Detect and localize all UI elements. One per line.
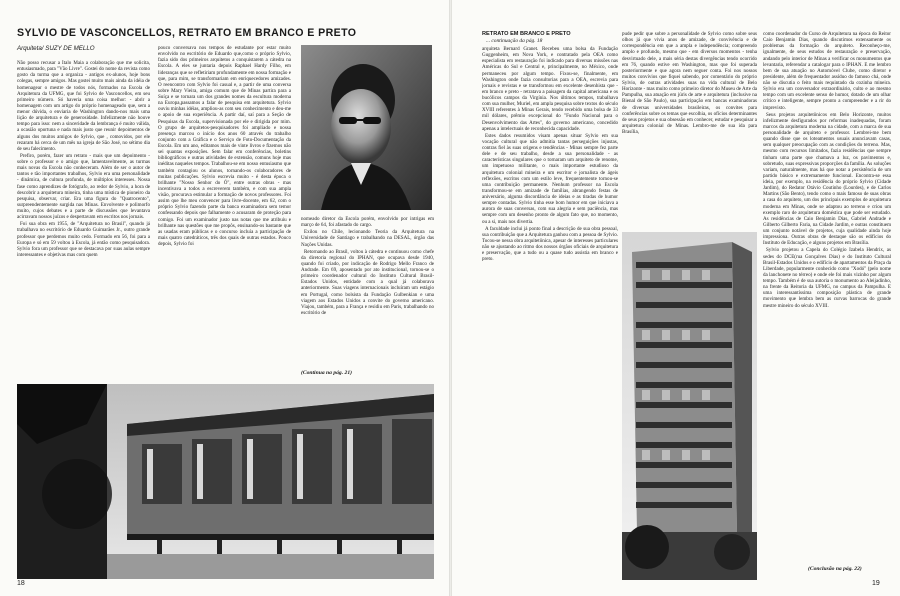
paragraph: Prefiro, porém, fazer um retrato - mais que um depoimento - sobre o professor e o amigo que, lamentavelmente, as turmas mais novas da Escola não conheceram. Além de ser o autor de tantos e tão importantes trabalhos, Sylvio era uma personalidade - dinâmica, de cultura profunda, de múltiplos interesses. Nossa fase como aprendizes de fotógrafo, ao redor de Sylvio, a hora de descobrir a arquitetura mineira, tinha uma mística de pioneiro da pesquisa, observar, criar. Era uma figura do "Quatrocento", surpreendentemente surgida nas Minas. Envolvente e polimorfo muito, cujos debates e a parte de discussões que levantava acirravam nossos juízos e despertavam em escritos nos jornais. — [17, 152, 150, 221]
building-photo-left — [17, 384, 434, 579]
paragraph: nomeado diretor da Escola porém, envolvido por intrigas em março de 64, foi afastado do cargo. — [301, 216, 434, 229]
paragraph: pude pedir que sobre a personalidade de Sylvio como sobre seus olhos já que vivia anos de amizade, de convivência e de correspondência em que a ampla e independência; compreendo amplo e profundo, mesmo que - em diversos momentos - tenha desvirtuado dele, a mais séria destas divergências tendo ocorrido em 76, quando estive em Washington, mas que foi superada posteriormente e que agora nem seguer conta. Foi nos nossos muitos convívios que fiquei sabendo, por comentário do próprio Sylvio, de outras atividades suas na vida cultural de Belo Horizonte - mas muito como primeiro diretor do Museu de Arte da Pampulha, sua atuação em júris de arte e arquitetura (inclusive na Bienal de São Paulo), sua participação em bancas examinadoras de diversas universidades brasileiras, os convites para conferências sobre os temas que escolhia, os ofícios determinantes de seus projetos e sua obsessão em conhecer, estudar e pesquisar a arquitetura colonial de Minas. Lembro-me de sua ida para Brasília, — [622, 31, 757, 135]
paragraph: Foi sua obra em 1955, de "Arquitetura no Brasil", quando já trabalhava no escritório de Eduardo Guimarães Jr., outro grande professor que perdemos muito cedo. Formado em 56, foi para a Europa e só em 59 voltou à Escola, já então como pesquisadora. Sylvio fora um professor que se destacava por suas aulas sempre interessantes e objetivas mas com quem — [17, 221, 150, 258]
article-title: SYLVIO DE VASCONCELLOS, RETRATO EM BRANCO E PRETO — [17, 27, 357, 39]
portrait-photo — [301, 45, 432, 210]
right-column-2 — [622, 31, 757, 225]
paragraph: Estes dados resumidos visam apenas situar Sylvio em sua vocação cultural que não admitia tantas perseguições injustas, contras fiel às suas origens e tendências - Minas sempre fez parte dele e de seu trabalho, desde a sua personalidade - as características singulares que o tornaram um arquiteto de renome, um impetuoso militante, o mais importante estudioso da arquitetura colonial mineira e um escritor e jornalista de ágeis reflexões, escritos com um estilo leve, frequentemente tornou-se uma contribuição permanente. Nenhum professor na Escola transformou-se em amizade de famílias, abrangendo festas de aniversário, alguma discordância de ideias e as tiradas de humor sempre contadas. Sylvio tinha esse bom humor em que iniciava a aurora de suas conversas, com sua alegria e sem paciência, mas sempre com um desenho pronto de algum fato que, no momento, ou a si, mais nos divertia. — [482, 132, 618, 225]
paragraph: arquiteta Bernard Granet. Recebeu uma bolsa da Fundação Guggenheim, em Nova York, e contratado pela OEA como especialista em restauração foi indicado para diversas missões nas Américas do Sul e Central e, principalmente, no México, onde permaneceu por algum tempo. Fixou-se, finalmente, em Washington onde fazia consultorias para a OEA, escrevia para jornais e revistas e se transformou em excelente desenhista que - em branco e preto - retratava a paisagem da capital americana e os bucólicos campos da Virgínia. Nos últimos tempos, trabalhava com sua mulher, Muriel, em ampla pesquisa sobre textos do século XVIII referentes à Minas Gerais, tendo recebido uma bolsa de 33 mil dólares, prêmio excepcional do "Fundo Nacional para o Desenvolvimento das Artes", do governo americano, concedido apenas a intelectuais de reconhecida capacidade. — [482, 46, 618, 132]
article-byline: Arquiteta/ SUZY DE MELLO — [17, 45, 95, 52]
right-column-1 — [482, 46, 618, 578]
page-number-right: 19 — [872, 580, 880, 587]
right-column-3 — [763, 31, 891, 578]
paragraph: Exilou no Chile, lecionando Teoria da Arquitetura na Universidade de Santiago e trabalhando na DESAL, órgão das Nações Unidas. — [301, 229, 434, 248]
paragraph: Sylvio projetou a Capela do Colégio Izabela Hendrix, as sedes do DCE(rua Gonçalves Dias) e do Instituto Cultural Brasil-Estados Unidos e o edifício de apartamentos da Praça da Liberdade, popularmente conhecido como "Xodó" (pelo nome da lanchonete no térreo) e onde ele foi mais vizinho por algum tempo. Também é de sua autoria o monumento ao Aleijadinho, na frente da Reitoria da UFMG, no campus da Pampulha. E uma interessantíssima composição plástica de grande movimento que lembra bem as curvas barrocas do grande mestre mineiro do século XVIII. — [763, 247, 891, 309]
paragraph: pouco conversava nos tempos de estudante por estar muito envolvido no escritório de Eduardo que,como o próprio Sylvio, fazia sido dos primeiros arquitetos a conquistarem a cátedra na Escola. A eles se juntaria depois Raphael Hardy Filho, em lideranças que se refletiriam profundamente em nossa formação e que, para mim, se transformariam em enriquecedores amizades. O reencontro com Sylvio foi casual e, a partir de uma conversa sobre Mary Vieira, amiga comum que de Minas partira para a Suíça e se tornara um dos grandes nomes da escultura moderna na Europa,passamos a falar de pesquisa em arquitetura. Sylvio ouviu minhas idéias, ampliou-as com seu conhecimento e deu-me o apoio de sua experiência. A partir daí, saí para a Seção de Pesquisas da Escola, supervisionada por ele e dirigida por mim. O grupo de arquitetos-pesquisadores foi ampliado e nossa presença marcou o início dos anos 60 através do trabalho conjunto com a Gráfica e o Serviço de Foto-Documentação da Escola. Em um ano, editamos mais de vinte livros e fizemos não sei quantas exposições. Sem falar em conferências, boletins bibliográficos e outras atividades de extensão, comuns hoje mas inéditas naqueles tempos. Trabalhou-se em nosso entusiasmo que também contagiou os alunos, tornando-os colaboradores de muitas publicações. Sylvio escrevia muito - é desta época o brilhante "Nosso Senhor do Ó", entre outras obras - mas incentivava a todos a escreverem também, e com sua ampla visão, procurava estimular a formação de novos professores. Foi assim que lhe meu convencer para livre-docente, em 62, com o próprio Sylvio fazendo parte da banca examinadora sem temor confessando depois que falhamente o acusaram de proteção para comigo. Foi um examinador justo nas notas que me atribuiu e brilhante nas questões que me propôs, ensinando-os bastante que as usadas eram públicas e o concurso incluía a participação de mais quatro catedráticos, três dos quais de outras estados. Pouco depois, Sylvio foi — [158, 45, 291, 247]
paragraph: Retornando ao Brasil, voltou à cátedra e continuou como chefe da diretoria regional do IPHAN, que ocupava desde 1940, quando foi criado, por indicação de Rodrigo Mello Franco de Andrade. Em 69, aposentado por ato institucional, tornou-se o primeiro coordenador cultural do Instituto Cultural Brasil-Estados Unidos, entidade com a qual já colaborava anteriormente. Suas viagens internacionais incluíram um estágio em Portugal, como bolsista da Fundação Gulbenkian e uma viagem aos Estados Unidos a convite do governo americano. Viajou, também, para a França e residiu em Paris, trabalhando no escritório de — [301, 248, 434, 316]
page-number-left: 18 — [17, 580, 25, 587]
running-head: RETRATO EM BRANCO E PRETO — [482, 31, 571, 37]
left-column-1 — [17, 60, 150, 378]
continue-note: (Continua na pág. 21) — [301, 370, 352, 376]
conclusion-note: (Conclusão na pág. 22) — [808, 566, 862, 572]
paragraph: Não posso recusar a Ítalo Maia a colaboração que me solicita, entusiasmado, para "Vão Livre". Gostei do nome da revista como gosto da turma que a organiza - antigos ex-alunos, hoje bons colegas, sempre amigos. Mas gostei muito mais ainda da idéia de homenagear o mestre de todos nós, formados na Escola de Arquitetura da UFMG, que foi Sylvio de Vasconcellos, em seu primeiro número. Só haveria uma coisa melhor: - abrir a homenagem com um artigo do próprio homenageado que, sem a menor dúvida, o enviaria de Washington dando-nos mais uma lição de arquitetura e de generosidade. Infelizmente não houve tempo para isso: nem a sinceridade da lembrança é muito válida, a ocasião oportuna e nada mais justo que reunir depoimentos de alguns dos muitos amigos de Sylvio, que , comovidos, por ele rezaram há cerca de um mês na igreja de São José, no sétimo dia de seu falecimento. — [17, 60, 150, 152]
left-column-3 — [301, 216, 434, 378]
running-subhead: ... continuação da pág. 18 — [486, 38, 543, 44]
paragraph: como coordenador do Curso de Arquitetura na época do Reitor Caio Benjamin Dias, quando discutimos extensamente os problemas da formação do arquiteto. Reconheço-me, igualmente, de seus estudos de restauração e preservação, andando pelo interior de Minas a verificar os monumentos que levantaria, referendar a catalogar para o IPHAN. E me lembro bem de sua atuação no Automóvel Clube, como diretor e presidente, além de frequentador assíduo do famoso chá, onde não se discutia o feito mais requintado da cozinha mineira. Sylvio era um conversador extraordinário, culto e ao mesmo tempo com um excelente senso de humor, dotado de um olhar crítico e inteligente, sempre pronto a compreender e a rir do imprevisto. — [763, 31, 891, 111]
building-photo-right — [622, 232, 757, 580]
paragraph: A faculdade inclui já ponto final a descrição de sua obra pessoal, sua contribuição que a Arquitetura ganhou com a pessoa de Sylvio. Tocou-se nessa obra arquitetônica, apesar de interesses particulares não se ajustando ao ritmo dos nossos órgãos oficiais de arquitetura e preservação, que a tudo ou a quase tudo assistia em branco e preto. — [482, 225, 618, 263]
paragraph: Seus projetos arquitetônicos em Belo Horizonte, muitos infelizmente desfigurados por reformas inadequadas, foram marcos da arquitetura moderna na cidade, com a marca de sua personalidade de arquiteto e professor. Lembrei-me bem quando disse que os loteamentos usuais anunciavam casas, sem qualquer preocupação com as condições do terreno. Mas, mesmo com recursos limitados, fazia residências que sempre tinham uma parte que chamava a luz, os pavimentos e, sobretudo, suas expressivas proporções da família. As soluções variam, naturalmente, mas há que notar a persistência de um partido básico e extremamente funcional. Encontra-se essa ideia, por exemplo, na residência do próprio Sylvio (Cidade Jardim), do Redator Otávio Coutinho (Lourdes), e de Carlos Martins (São Bento), tendo como o mais famoso de suas obras a casa do arquiteto, um dos principais exemplos de arquitetura moderna em Minas, onde se adaptou ao terreno e criou um exemplo raro de arquitetura doméstica que pode ser estudado. As residências de Caio Benjamin Dias, Gabriel Andrade e Gilberto Gilberto Faria, na Cidade Jardim, e outras constituem um conjunto notável de projetos, cuja qualidade ainda hoje impressiona. Outras obras de destaque são os edifícios do Instituto de Educação, e alguns projetos em Brasília. — [763, 111, 891, 247]
left-column-2 — [158, 45, 291, 378]
